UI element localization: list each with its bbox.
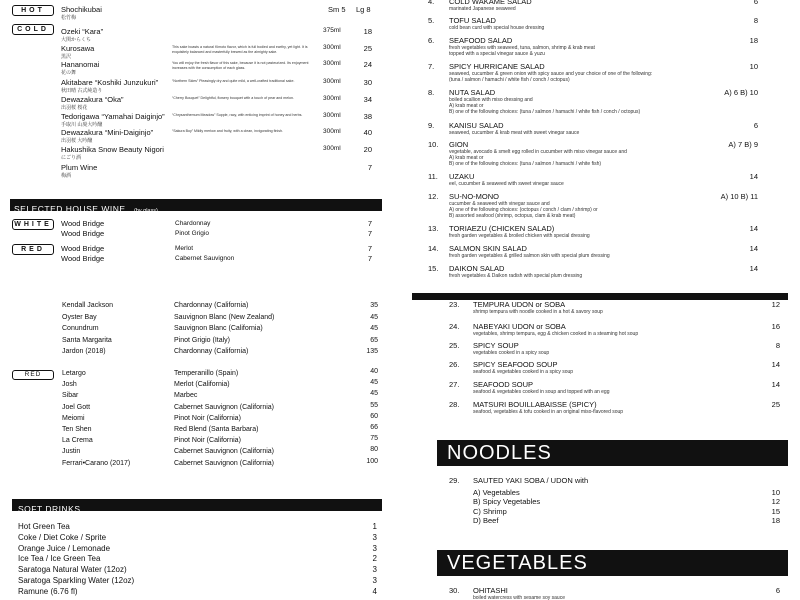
sake-name: Ozeki “Kara” [61, 27, 104, 36]
salad-description: A) one of the following choices: (octopus / conch / clam / shrimp) or [449, 207, 598, 213]
salad-name: SALMON SKIN SALAD [449, 244, 527, 253]
soup-price: 12 [771, 300, 780, 309]
soup-price: 25 [771, 400, 780, 409]
sake-price: 38 [363, 112, 372, 121]
bottle-red-type: Merlot (California) [174, 381, 230, 389]
salad-number: 14. [428, 244, 439, 253]
soup-price: 16 [771, 322, 780, 331]
salad-price: 14 [749, 172, 758, 181]
bottle-red-type: Cabernet Sauvignon (California) [174, 448, 274, 456]
sake-price: 18 [363, 27, 372, 36]
sake-description: “Chrysanthemum Meadow” Supple, racy, with enticing imprint of honey and herbs. [172, 113, 303, 117]
salad-description: fresh vegetables with seaweed, tuna, salmon, shrimp & krab meat [449, 45, 595, 51]
cold-label: COLD [12, 24, 54, 35]
salad-description: A) krab meat or [449, 155, 484, 161]
sake-name: Akitabare “Koshiki Junzukuri” [61, 78, 159, 87]
bottle-red-price: 45 [370, 379, 378, 387]
house-wine-name: Wood Bridge [61, 229, 105, 238]
bottle-white-type: Sauvignon Blanc (California) [174, 325, 263, 332]
salad-price: 10 [749, 62, 758, 71]
soup-number: 28. [449, 400, 460, 409]
soup-description: seafood, vegetables & tofu cooked in an original miso-flavored soup [473, 409, 624, 415]
sake-size: 300ml [323, 145, 341, 152]
soft-drink-price: 3 [372, 565, 377, 575]
soft-drink-name: Orange Juice / Lemonade [18, 543, 111, 553]
bottle-red-type: Red Blend (Santa Barbara) [174, 426, 259, 433]
salad-name: NUTA SALAD [449, 88, 496, 97]
soft-drink-price: 3 [372, 543, 377, 553]
hot-label: HOT [12, 5, 54, 16]
salad-price: 6 [753, 0, 758, 6]
noodle-option-name: D) Beef [473, 515, 499, 525]
red-label: RED [12, 244, 54, 255]
bottle-white-name: Santa Margarita [62, 336, 112, 344]
sake-name: Dewazakura “Oka” [61, 95, 124, 104]
sake-jp-name: 松竹梅 [61, 15, 77, 21]
soup-description: vegetables cooked in a spicy soup [473, 350, 550, 356]
bottle-white-type: Sauvignon Blanc (New Zealand) [174, 313, 275, 321]
bottle-red-name: La Crema [62, 437, 93, 445]
bottle-red-name: Sibar [62, 392, 79, 400]
salad-name: TORIAEZU (CHICKEN SALAD) [449, 224, 555, 233]
salad-name: UZAKU [449, 172, 475, 181]
noodle-option-name: C) Shrimp [473, 506, 507, 516]
salad-number: 12. [428, 192, 439, 201]
sake-name: Hananomai [61, 60, 100, 69]
bottle-red-name: Ferrari•Carano (2017) [62, 459, 131, 467]
bottle-red-type: Marbec [174, 392, 198, 400]
sake-name: Hakushika Snow Beauty Nigori [61, 145, 164, 154]
sake-size: 300ml [323, 128, 341, 135]
house-wine-type: Cabernet Sauvignon [175, 255, 235, 262]
bottle-white-name: Kendall Jackson [62, 302, 113, 309]
salad-description: eel, cucumber & seaweed with sweet vinegar sauce [449, 181, 564, 187]
noodle-option-name: A) Vegetables [473, 488, 520, 497]
salad-name: COLD WAKAME SALAD [449, 0, 532, 6]
house-wine-type: Pinot Grigio [175, 230, 209, 237]
size-small: Sm 5 [328, 5, 346, 14]
sake-price: 7 [367, 163, 372, 172]
salad-number: 15. [428, 264, 439, 273]
sake-description: This sake boasts a natural Kimoto flavor, which is full bodied and earthy, yet light. It is exquisitely balanced and masterfully brewed as the almighty sake. [172, 45, 308, 54]
salad-name: GION [449, 140, 469, 149]
bottle-red-type: Cabernet Sauvignon (California) [174, 403, 274, 411]
vegetables-name: OHITASHI [473, 586, 508, 595]
soft-drink-name: Coke / Diet Coke / Sprite [18, 532, 107, 542]
soft-drink-price: 2 [372, 554, 377, 564]
noodle-option-price: 18 [771, 515, 780, 525]
soft-drink-price: 4 [372, 586, 377, 596]
house-wine-title: SELECTED HOUSE WINE [14, 204, 126, 214]
sake-jp-name: 黒沢 [61, 54, 72, 60]
soft-drinks-title: SOFT DRINKS [18, 504, 81, 514]
bottle-red-name: Justin [62, 448, 81, 456]
bottle-red-price: 40 [370, 368, 378, 375]
salad-description: cold bean curd with special house dressing [449, 25, 545, 31]
bottle-red-name: Joel Gott [62, 403, 91, 411]
noodle-option-price: 12 [771, 497, 780, 507]
vegetables-desc: boiled watercress with sesame soy sauce [473, 595, 565, 600]
sake-jp-name: 手取川 山廃大吟醸 [61, 122, 103, 128]
noodles-num: 29. [449, 476, 460, 485]
salad-price: 14 [749, 224, 758, 233]
house-wine-price: 7 [367, 244, 372, 253]
bottle-red-price: 60 [370, 412, 378, 420]
soft-drink-name: Ice Tea / Ice Green Tea [18, 554, 101, 564]
sake-price: 20 [363, 145, 372, 154]
noodles-name: SAUTED YAKI SOBA / UDON with [473, 476, 589, 485]
salad-price: 14 [749, 244, 758, 253]
house-wine-price: 7 [367, 254, 372, 263]
salad-name: TOFU SALAD [449, 16, 496, 25]
salad-name: SU-NO-MONO [449, 192, 499, 201]
noodles-header: NOODLES [437, 440, 788, 466]
salad-number: 9. [428, 121, 435, 130]
sake-jp-name: 出羽桜 桜花 [61, 105, 88, 111]
soft-drink-price: 1 [372, 522, 377, 531]
sake-size: 300ml [323, 60, 341, 67]
salad-description: vegetable, avocado & smelt egg rolled in cucumber with miso vinegar sauce and [449, 149, 627, 155]
sake-description: “Northern Skies” Pleasingly dry and quite mild, a well-crafted traditional sake. [172, 79, 295, 83]
salad-number: 8. [428, 88, 435, 97]
sake-jp-name: 秋田晴 古式純造り [61, 88, 103, 94]
soup-description: seafood & vegetables cooked in soup and topped with an egg [473, 389, 610, 395]
sake-price: 24 [363, 60, 372, 69]
salad-price: 8 [753, 16, 758, 25]
bottle-red-type: Pinot Noir (California) [174, 414, 241, 422]
soft-drink-name: Saratoga Natural Water (12oz) [18, 565, 127, 575]
bottle-red-type: Pinot Noir (California) [174, 437, 241, 445]
bottle-white-name: Conundrum [62, 325, 99, 332]
salad-description: B) one of the following choices: (tuna / salmon / hamachi / white fish) [449, 161, 602, 167]
bottle-red-name: Meiomi [62, 414, 85, 422]
bottle-red-price: 66 [370, 424, 378, 431]
sake-name: Dewazakura “Mini-Daiginjo” [61, 128, 154, 137]
sake-size: 300ml [323, 95, 341, 102]
salad-number: 6. [428, 36, 435, 45]
salad-description: fresh garden vegetables & broiled chicken with special dressing [449, 233, 590, 239]
salad-name: SEAFOOD SALAD [449, 36, 513, 45]
sake-jp-name: 梅酒 [61, 173, 72, 179]
salad-price: A) 10 B) 11 [720, 192, 758, 201]
soup-description: shrimp tempura with noodle cooked in a hot & savory soup [473, 309, 603, 315]
bottle-red-name: Josh [62, 381, 77, 389]
sake-price: 25 [363, 44, 372, 53]
bottle-white-price: 45 [370, 313, 378, 321]
salad-price: 14 [749, 264, 758, 273]
soft-drink-price: 3 [372, 532, 377, 542]
salad-name: DAIKON SALAD [449, 264, 505, 273]
sake-size: 300ml [323, 112, 341, 119]
soup-number: 24. [449, 322, 460, 331]
salad-price: A) 6 B) 10 [724, 88, 758, 97]
salad-description: boiled scallion with miso dressing and [449, 97, 533, 103]
sake-name: Shochikubai [61, 5, 102, 14]
sake-size: 375ml [323, 27, 341, 34]
soup-description: vegetables, shrimp tempura, egg & chicken cooked in a steaming hot soup [473, 331, 639, 337]
sake-jp-name: 出羽桜 大吟醸 [61, 138, 93, 144]
salad-name: KANISU SALAD [449, 121, 504, 130]
bottle-red-name: Ten Shen [62, 426, 92, 433]
house-wine-name: Wood Bridge [61, 254, 105, 263]
house-wine-name: Wood Bridge [61, 219, 105, 228]
house-wine-subtitle: (by glass) [133, 208, 158, 214]
sake-size: 300ml [323, 78, 341, 85]
bottle-white-type: Chardonnay (California) [174, 302, 249, 309]
salad-number: 7. [428, 62, 435, 71]
sake-jp-name: 大関からくち [61, 37, 92, 43]
bottle-white-type: Chardonnay (California) [174, 348, 249, 355]
salad-number: 4. [428, 0, 435, 6]
salad-number: 5. [428, 16, 435, 25]
bottle-white-name: Jardon (2018) [62, 348, 106, 355]
soft-drinks-header [12, 499, 382, 514]
house-wine-name: Wood Bridge [61, 244, 105, 253]
sake-price: 30 [363, 78, 372, 87]
bottle-white-price: 65 [370, 336, 378, 344]
bottle-red-price: 80 [370, 446, 378, 454]
soft-drink-name: Saratoga Sparkling Water (12oz) [18, 576, 135, 585]
salad-number: 13. [428, 224, 439, 233]
house-wine-header [10, 199, 382, 214]
bottle-red-price: 45 [370, 390, 378, 398]
sake-name: Plum Wine [61, 163, 98, 172]
house-wine-type: Merlot [175, 245, 194, 252]
bottle-white-price: 35 [370, 302, 378, 309]
sake-name: Kurosawa [61, 44, 95, 53]
soup-number: 23. [449, 300, 460, 309]
salad-price: 18 [749, 36, 758, 45]
salad-price: 6 [753, 121, 758, 130]
sake-description: You will enjoy the fresh flavor of this sake, because it is not pasteurized. Its enjoyment increases with the consumption of each glass. [172, 61, 309, 70]
bottle-red-label: RED [12, 370, 54, 380]
soup-number: 27. [449, 380, 460, 389]
salad-description: topped with a special vinegar sauce & yuzu [449, 51, 545, 57]
white-label: WHITE [12, 219, 54, 230]
soft-drink-price: 3 [372, 576, 377, 585]
house-wine-price: 7 [367, 219, 372, 228]
soup-name: SEAFOOD SOUP [473, 380, 534, 389]
bottle-red-price: 100 [366, 457, 378, 465]
soup-price: 14 [771, 380, 780, 389]
bottle-white-type: Pinot Grigio (Italy) [174, 336, 231, 344]
bottle-red-price: 75 [370, 435, 378, 443]
noodle-option-price: 15 [771, 506, 780, 516]
salad-description: seaweed, cucumber & krab meat with sweet vinegar sauce [449, 130, 580, 136]
bottle-red-price: 55 [370, 401, 378, 409]
salad-number: 10. [428, 140, 439, 149]
sake-description: “Sakura Boy” Mildly merlow and fruity, with a clean, invigorating finish. [172, 129, 283, 133]
salad-number: 11. [428, 172, 438, 181]
bottle-red-type: Temperanillo (Spain) [174, 370, 239, 377]
soup-name: SPICY SEAFOOD SOUP [473, 360, 558, 369]
salad-description: A) krab meat or [449, 103, 484, 109]
sake-price: 34 [363, 95, 372, 104]
sake-size: 300ml [323, 44, 341, 51]
salad-price: A) 7 B) 9 [728, 140, 758, 149]
salad-description: fresh vegetables & Daikon radish with special plum dressing [449, 273, 583, 279]
soup-price: 14 [771, 360, 780, 369]
salad-description: B) one of the following choices: (tuna / salmon / hamachi / white fish / conch / octopus) [449, 109, 641, 115]
soup-divider [412, 293, 788, 300]
soup-description: seafood & vegetables cooked in a spicy soup [473, 369, 574, 375]
salad-description: seaweed, cucumber & green onion with spicy sauce and your choice of one of the following: [449, 71, 653, 77]
soup-name: MATSURI BOUILLABAISSE (SPICY) [473, 400, 597, 409]
sake-jp-name: 花の舞 [61, 70, 77, 76]
house-wine-type: Chardonnay [175, 220, 211, 227]
bottle-white-price: 135 [366, 348, 378, 355]
bottle-white-price: 45 [370, 325, 378, 332]
soup-name: TEMPURA UDON or SOBA [473, 300, 566, 309]
soft-drink-name: Hot Green Tea [18, 522, 70, 531]
vegetables-num: 30. [449, 586, 460, 595]
soup-number: 26. [449, 360, 460, 369]
bottle-red-name: Letargo [62, 370, 86, 377]
soup-name: NABEYAKI UDON or SOBA [473, 322, 566, 331]
salad-name: SPICY HURRICANE SALAD [449, 62, 545, 71]
sake-price: 40 [363, 128, 372, 137]
sake-jp-name: にごり酒 [61, 155, 82, 161]
soup-price: 8 [775, 341, 780, 350]
sake-name: Tedorigawa “Yamahai Daiginjo” [61, 112, 165, 121]
noodle-option-name: B) Spicy Vegetables [473, 497, 541, 507]
sake-description: “Cherry Bouquet” Delightful, flowery bouquet with a touch of pear and melon. [172, 96, 295, 100]
bottle-red-type: Cabernet Sauvignon (California) [174, 459, 274, 467]
vegetables-price: 6 [775, 586, 780, 595]
salad-description: cucumber & seaweed with vinegar sauce and [449, 201, 550, 207]
salad-description: marinated Japanese seaweed [449, 6, 516, 12]
salad-description: (tuna / salmon / hamachi / white fish / conch / octopus) [449, 77, 570, 83]
vegetables-header: VEGETABLES [437, 550, 788, 576]
salad-description: B) assorted seafood (shrimp, octopus, clam & krab meat) [449, 213, 576, 219]
noodle-option-price: 10 [771, 488, 780, 497]
soup-number: 25. [449, 341, 460, 350]
salad-description: fresh garden vegetables & grilled salmon skin with special plum dressing [449, 253, 610, 259]
soft-drink-name: Ramune (6.76 fl) [18, 586, 78, 596]
size-large: Lg 8 [356, 5, 371, 14]
house-wine-price: 7 [367, 229, 372, 238]
soup-name: SPICY SOUP [473, 341, 519, 350]
bottle-white-name: Oyster Bay [62, 313, 97, 321]
